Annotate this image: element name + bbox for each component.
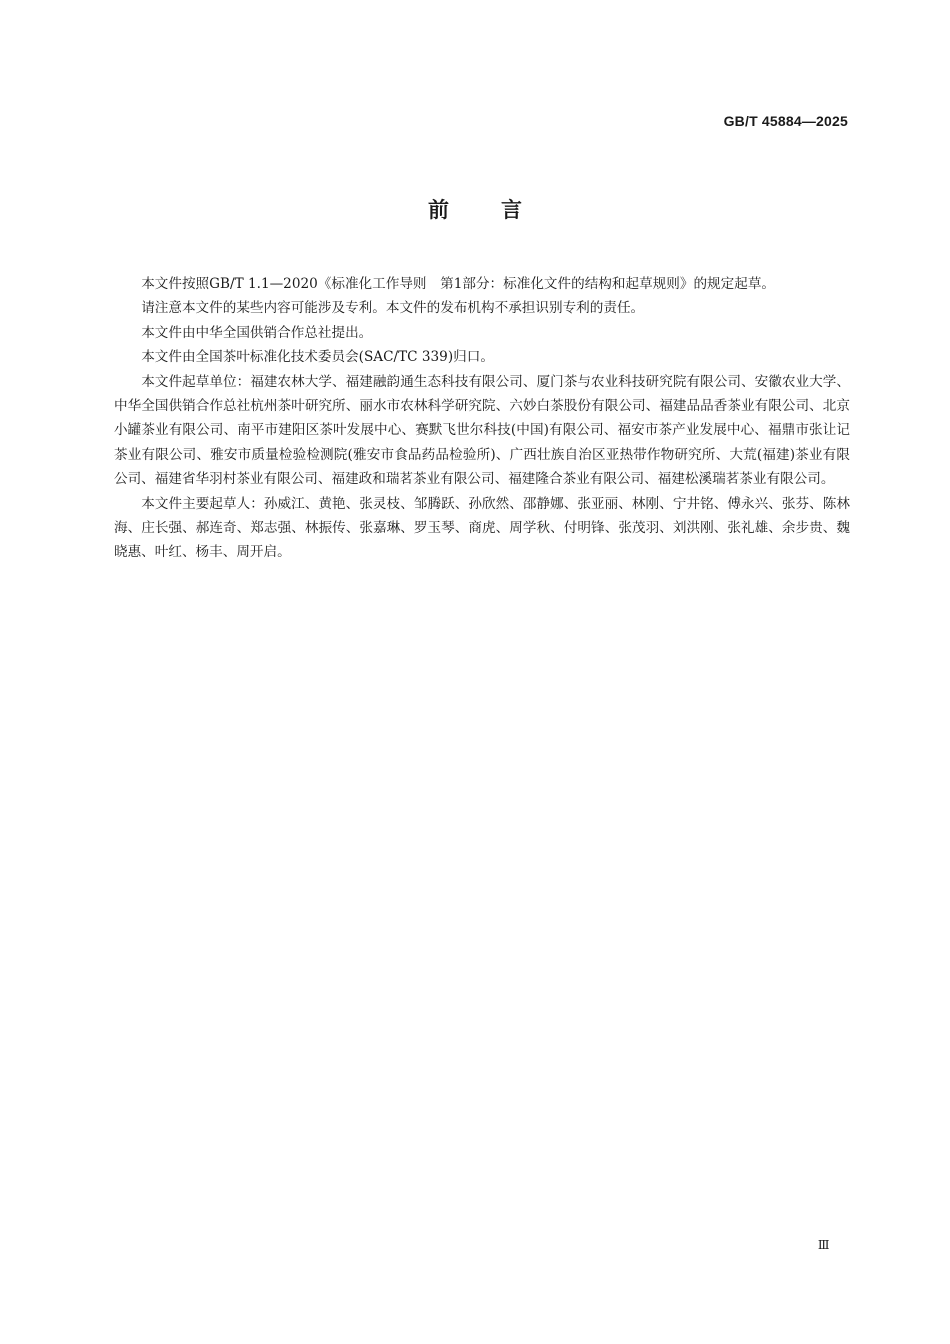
page-number: Ⅲ bbox=[817, 1238, 829, 1252]
section-title-char-2: 言 bbox=[501, 198, 522, 222]
paragraph-drafting-rules: 本文件按照GB/T 1.1—2020《标准化工作导则 第1部分：标准化文件的结构和起草规则》的规定起草。 bbox=[141, 276, 776, 292]
paragraph-main-drafters: 本文件主要起草人：孙威江、黄艳、张灵枝、邹腾跃、孙欣然、邵静娜、张亚丽、林刚、宁井铭、傅永兴、张芬、陈林海、庄长强、郝连奇、郑志强、林振传、张嘉琳、罗玉琴、商虎、周学秋、付明锋、张茂羽、刘洪刚、张礼雄、余步贵、魏晓惠、叶红、杨丰、周开启。 bbox=[114, 495, 850, 561]
standard-number: GB/T 45884—2025 bbox=[723, 113, 848, 129]
paragraph-drafting-units: 本文件起草单位：福建农林大学、福建融韵通生态科技有限公司、厦门茶与农业科技研究院有限公司、安徽农业大学、中华全国供销合作总社杭州茶叶研究所、丽水市农林科学研究院、六妙白茶股份有限公司、福建品品香茶业有限公司、北京小罐茶业有限公司、南平市建阳区茶叶发展中心、赛默飞世尔科技(中国)有限公司、福安市茶产业发展中心、福鼎市张让记茶业有限公司、雅安市质量检验检测院(雅安市食品药品检验所)、广西壮族自治区亚热带作物研究所、大荒(福建)茶业有限公司、福建省华羽村茶业有限公司、福建政和瑞茗茶业有限公司、福建隆合茶业有限公司、福建松溪瑞茗茶业有限公司。 bbox=[114, 373, 850, 488]
section-title-char-1: 前 bbox=[428, 198, 449, 222]
foreword-body bbox=[114, 272, 850, 565]
paragraph-patent-notice: 请注意本文件的某些内容可能涉及专利。本文件的发布机构不承担识别专利的责任。 bbox=[141, 300, 645, 317]
section-title bbox=[0, 194, 950, 224]
paragraph-technical-committee: 本文件由全国茶叶标准化技术委员会(SAC/TC 339)归口。 bbox=[141, 349, 494, 366]
paragraph-proposer: 本文件由中华全国供销合作总社提出。 bbox=[141, 324, 373, 341]
